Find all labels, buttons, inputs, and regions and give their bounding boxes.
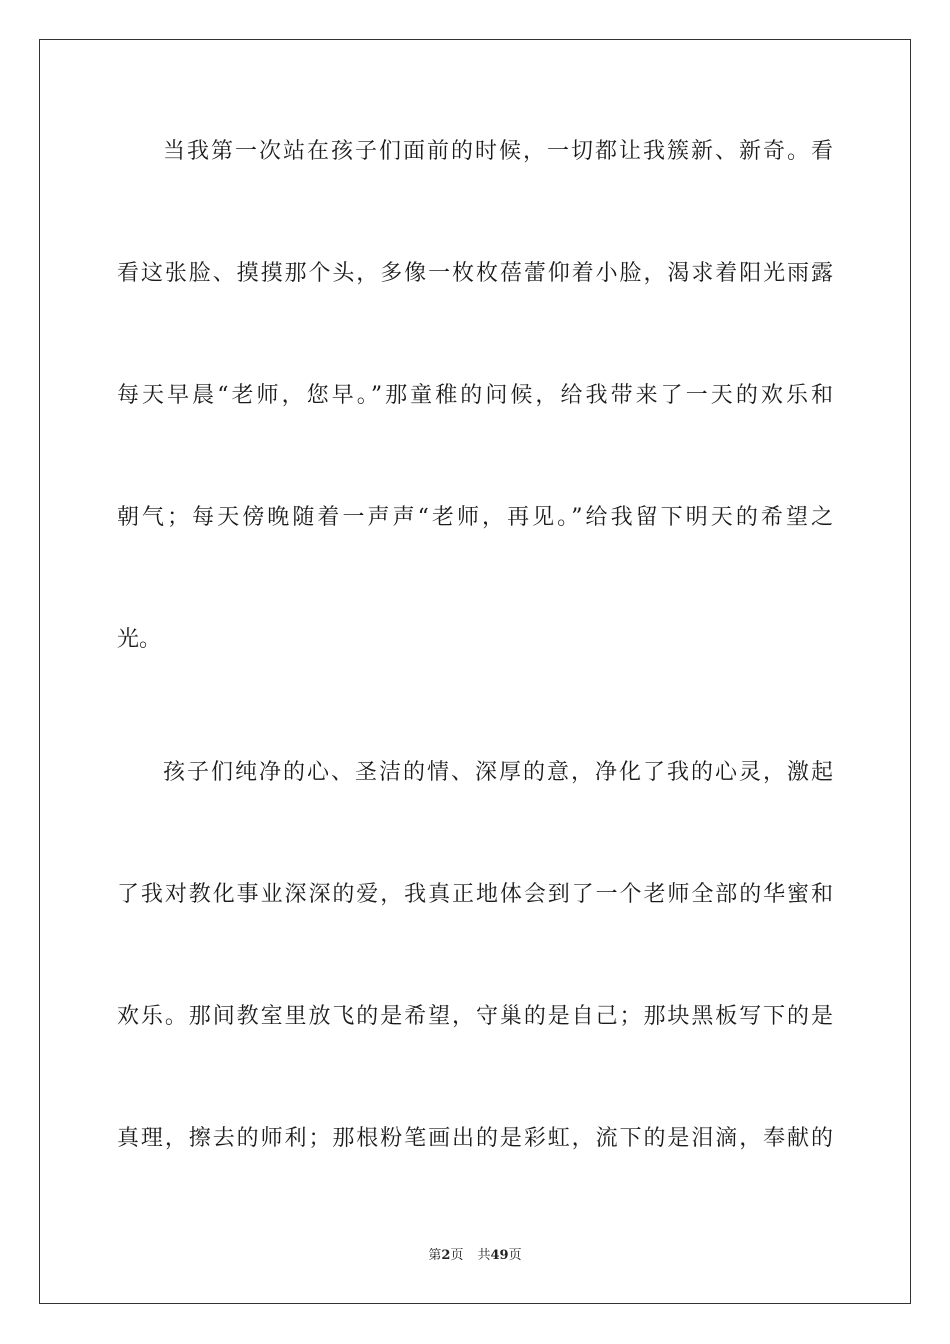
paragraph-1-line-4: 朝气；每天傍晚随着一声声“老师，再见。”给我留下明天的希望之 xyxy=(117,505,833,530)
total-prefix: 共 xyxy=(477,1248,491,1263)
paragraph-2-line-3: 欢乐。那间教室里放飞的是希望，守巢的是自己；那块黑板写下的是 xyxy=(117,1004,833,1029)
page-suffix: 页 xyxy=(450,1248,464,1263)
paragraph-1-line-2: 看这张脸、摸摸那个头，多像一枚枚蓓蕾仰着小脸，渴求着阳光雨露 xyxy=(117,261,833,286)
paragraph-1-line-5: 光。 xyxy=(117,627,162,652)
paragraph-2-line-1: 孩子们纯净的心、圣洁的情、深厚的意，净化了我的心灵，激起 xyxy=(163,760,833,785)
paragraph-2-line-4: 真理，擦去的师利；那根粉笔画出的是彩虹，流下的是泪滴，奉献的 xyxy=(117,1126,833,1151)
page-footer xyxy=(0,1247,950,1265)
page-prefix: 第 xyxy=(428,1248,442,1263)
page-number: 2 xyxy=(441,1248,451,1263)
total-suffix: 页 xyxy=(508,1248,522,1263)
paragraph-2-line-2: 了我对教化事业深深的爱，我真正地体会到了一个老师全部的华蜜和 xyxy=(117,882,833,907)
page-border xyxy=(39,39,911,1304)
paragraph-1-line-1: 当我第一次站在孩子们面前的时候，一切都让我簇新、新奇。看 xyxy=(163,139,833,164)
paragraph-1-line-3: 每天早晨“老师，您早。”那童稚的问候，给我带来了一天的欢乐和 xyxy=(117,383,833,408)
total-pages: 49 xyxy=(490,1248,509,1263)
